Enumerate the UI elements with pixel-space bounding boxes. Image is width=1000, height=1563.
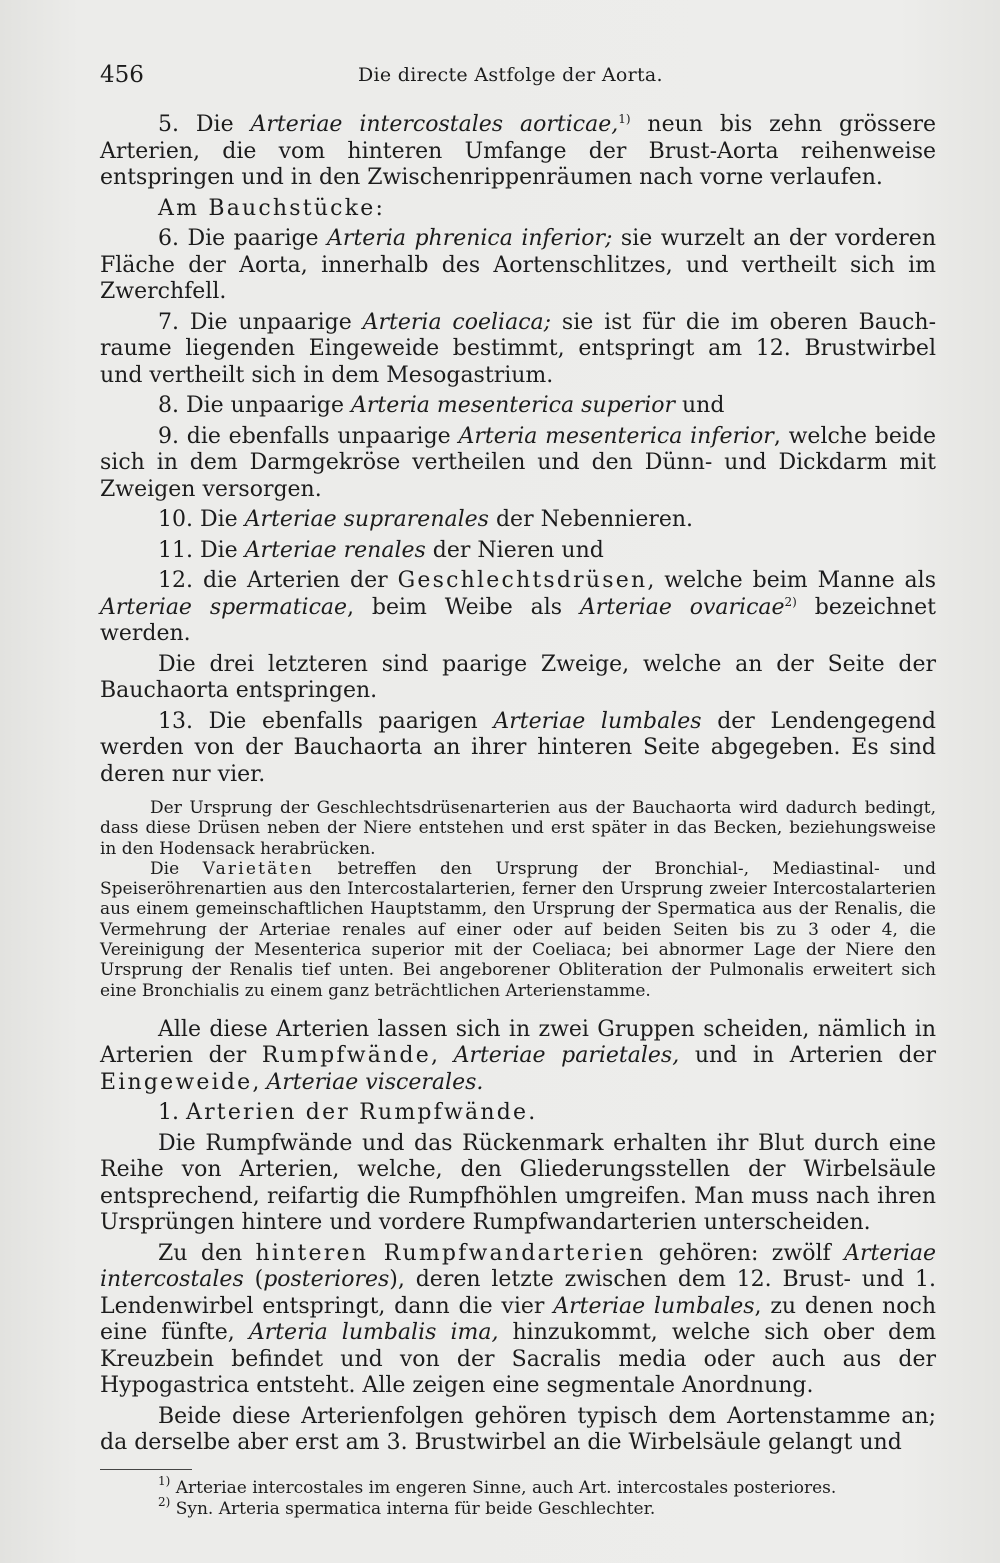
section-heading: 1. Arterien der Rumpfwände. — [158, 1100, 538, 1126]
footnote-2: $^{2)}$ Syn. Arteria spermatica interna für beide Geschlechter. — [158, 1494, 656, 1519]
page-number: 456 — [100, 62, 144, 88]
item-10: 10. Die Arteriae suprarenales der Nebennieren. — [158, 507, 694, 532]
item-13: 13. Die ebenfalls paarigen Arteriae lumbales der Lendengegend werden von der Bauchaorta an ihrer hinteren Seite abgegeben. Es sind deren nur vier. — [100, 708, 936, 787]
footnote-ref-1: 1) — [618, 112, 631, 126]
running-title: Die directe Astfolge der Aorta. — [358, 64, 663, 86]
footnote-ref-2: 2) — [784, 594, 797, 609]
section-para-3: Beide diese Arterienfolgen gehören typisch dem Aortenstamme an; da derselbe aber erst am 3. Brustwirbel an die Wirbelsäule gelangt und — [100, 1403, 936, 1456]
item-8: 8. Die unpaarige Arteria mesenterica superior und — [158, 393, 725, 418]
footnote-1: $^{1)}$ Arteriae intercostales im engeren Sinne, auch Art. intercostales posteriores. — [158, 1473, 837, 1498]
page-body — [100, 112, 936, 1520]
bauch-heading: Am Bauchstücke: — [158, 195, 386, 221]
item-11: 11. Die Arteriae renales der Nieren und — [158, 537, 604, 563]
item-7: 7. Die unpaarige Arteria coeliaca; sie ist für die im oberen Bauchraume liegenden Eingeweide bestimmt, entspringt am 12. Brustwirbel und vertheilt sich in dem Mesogastrium. — [100, 309, 936, 388]
paired-note: Die drei letzteren sind paarige Zweige, welche an der Seite der Bauchaorta entspringen. — [100, 651, 936, 703]
section-para-1: Die Rumpfwände und das Rückenmark erhalten ihr Blut durch eine Reihe von Arterien, welche, den Gliederungsstellen der Wirbelsäule entsprechend, reifartig die Rumpfhöhlen umgreifen. Man muss nach ihren Ursprüngen hintere und vordere Rumpfwandarterien unterscheiden. — [100, 1130, 936, 1236]
footnote-rule — [100, 1469, 192, 1470]
groups-intro: Alle diese Arterien lassen sich in zwei Gruppen scheiden, nämlich in Arterien der Rumpfwände, Arteriae parietales, und in Arterien der Eingeweide, Arteriae viscerales. — [100, 1016, 936, 1095]
origin-note: Der Ursprung der Geschlechtsdrüsenarterien aus der Bauchaorta wird dadurch bedingt, dass diese Drüsen neben der Niere entstehen und erst später in das Becken, beziehungsweise in den Hodensack herabrücken. — [100, 798, 936, 859]
variation-note: Die Varietäten betreffen den Ursprung der Bronchial-, Mediastinal- und Speiseröhrenartien aus den Intercostalarterien, ferner den Ursprung zweier Intercostalarterien aus einem gemeinschaftlichen Hauptstamm, den Ursprung der Spermatica aus der Renalis, die Vermehrung der Arteriae renales auf einer oder auf beiden Seiten bis zu 3 oder 4, die Vereinigung der Mesenterica superior mit der Coeliaca; bei abnormer Lage der Niere den Ursprung der Renalis tief unten. Bei angeborener Obliteration der Pulmonalis erweitert sich eine Bronchialis zu einem ganz beträchtlichen Arterienstamme. — [100, 858, 936, 1001]
item-5: 5. Die Arteriae intercostales aorticae,$^{1)}$ neun bis zehn grössere Arterien, die vom hinteren Umfange der Brust-Aorta reihenweise entspringen und in den Zwischenrippenräumen nach vorne verlaufen. — [100, 112, 937, 190]
running-head — [100, 58, 936, 92]
item-6: 6. Die paarige Arteria phrenica inferior; sie wurzelt an der vorderen Fläche der Aorta, innerhalb des Aortenschlitzes, und vertheilt sich im Zwerchfell. — [100, 226, 936, 304]
section-para-2: Zu den hinteren Rumpfwandarterien gehören: zwölf Arteriae intercostales (posteriores), deren letzte zwischen dem 12. Brust- und 1. Lendenwirbel entspringt, dann die vier Arteriae lumbales, zu denen noch eine fünfte, Arteria lumbalis ima, hinzukommt, welche sich ober dem Kreuzbein befindet und von der Sacralis media oder auch aus der Hypogastrica entsteht. Alle zeigen eine segmentale Anordnung. — [100, 1240, 937, 1399]
item-12: 12. die Arterien der Geschlechtsdrüsen, welche beim Manne als Arteriae spermaticae, beim Weibe als Arteriae ovaricae$^{2)}$ bezeichnet werden. — [100, 568, 937, 646]
small-print-notes — [100, 798, 936, 1001]
item-9: 9. die ebenfalls unpaarige Arteria mesenterica inferior, welche beide sich in dem Darmgekröse vertheilen und den Dünn- und Dickdarm mit Zweigen versorgen. — [100, 423, 937, 502]
footnotes — [100, 1473, 936, 1520]
